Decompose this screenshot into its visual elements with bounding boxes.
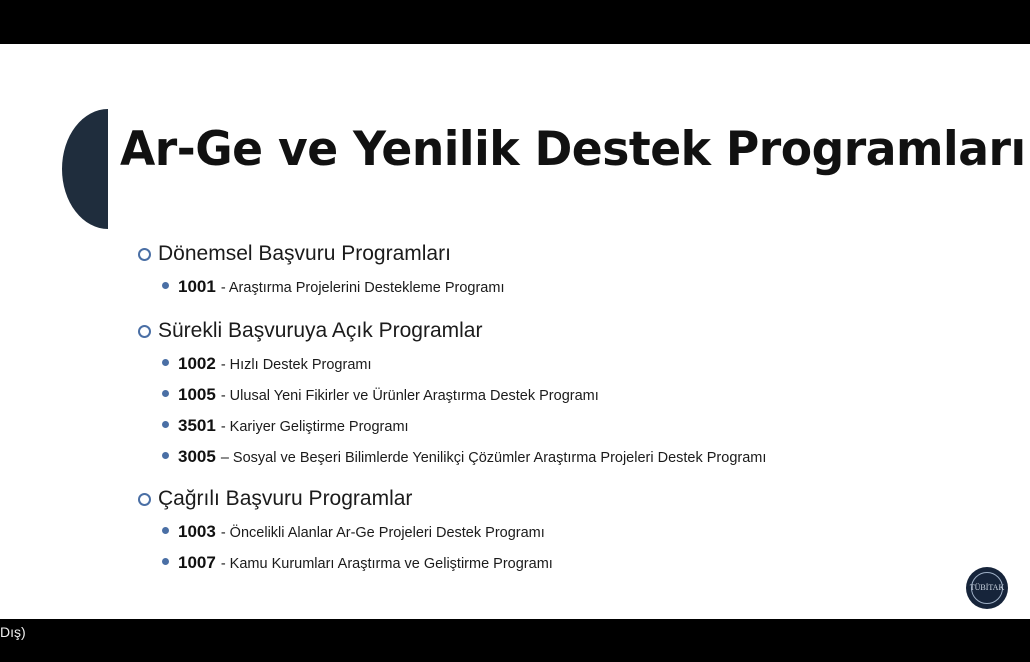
list-item xyxy=(162,416,958,436)
list-item xyxy=(162,277,958,297)
dot-bullet-icon xyxy=(162,452,169,459)
list-item xyxy=(162,553,958,573)
dot-bullet-icon xyxy=(162,421,169,428)
top-letterbox-bar xyxy=(0,0,1030,44)
ring-bullet-icon xyxy=(138,325,151,338)
program-group-header xyxy=(138,242,958,266)
caption-text: Dış) xyxy=(0,624,26,640)
slide-canvas xyxy=(0,44,1030,619)
program-group-header xyxy=(138,319,958,343)
dot-bullet-icon xyxy=(162,558,169,565)
organization-logo xyxy=(966,567,1008,609)
program-group xyxy=(138,487,958,573)
dot-bullet-icon xyxy=(162,282,169,289)
program-code: 3005 xyxy=(178,447,216,466)
list-item xyxy=(162,522,958,542)
list-item xyxy=(162,447,958,467)
program-group-header xyxy=(138,487,958,511)
logo-label: TÜBİTAK xyxy=(971,572,1003,604)
bottom-letterbox-bar xyxy=(0,619,1030,662)
program-name: - Ulusal Yeni Fikirler ve Ürünler Araştırma Destek Programı xyxy=(220,388,599,404)
program-name: - Hızlı Destek Programı xyxy=(220,357,372,373)
program-group-title: Dönemsel Başvuru Programları xyxy=(158,242,451,265)
program-list xyxy=(138,242,958,589)
ring-bullet-icon xyxy=(138,248,151,261)
program-group xyxy=(138,242,958,297)
page-title: Ar-Ge ve Yenilik Destek Programları xyxy=(120,122,1026,177)
dot-bullet-icon xyxy=(162,359,169,366)
program-group-title: Sürekli Başvuruya Açık Programlar xyxy=(158,319,483,342)
list-item xyxy=(162,354,958,374)
program-name: - Kamu Kurumları Araştırma ve Geliştirme Programı xyxy=(220,556,553,572)
program-code: 3501 xyxy=(178,416,216,435)
program-code: 1003 xyxy=(178,522,216,541)
program-name: - Kariyer Geliştirme Programı xyxy=(220,419,409,435)
program-name: - Öncelikli Alanlar Ar-Ge Projeleri Destek Programı xyxy=(220,525,545,541)
list-item xyxy=(162,385,958,405)
title-decoration-shape xyxy=(62,109,108,229)
program-code: 1002 xyxy=(178,354,216,373)
program-group-title: Çağrılı Başvuru Programlar xyxy=(158,487,413,510)
ring-bullet-icon xyxy=(138,493,151,506)
program-name: - Araştırma Projelerini Destekleme Programı xyxy=(220,280,505,296)
program-code: 1007 xyxy=(178,553,216,572)
dot-bullet-icon xyxy=(162,527,169,534)
program-group xyxy=(138,319,958,467)
program-name: – Sosyal ve Beşeri Bilimlerde Yenilikçi Çözümler Araştırma Projeleri Destek Programı xyxy=(220,450,767,466)
program-code: 1001 xyxy=(178,277,216,296)
dot-bullet-icon xyxy=(162,390,169,397)
program-code: 1005 xyxy=(178,385,216,404)
